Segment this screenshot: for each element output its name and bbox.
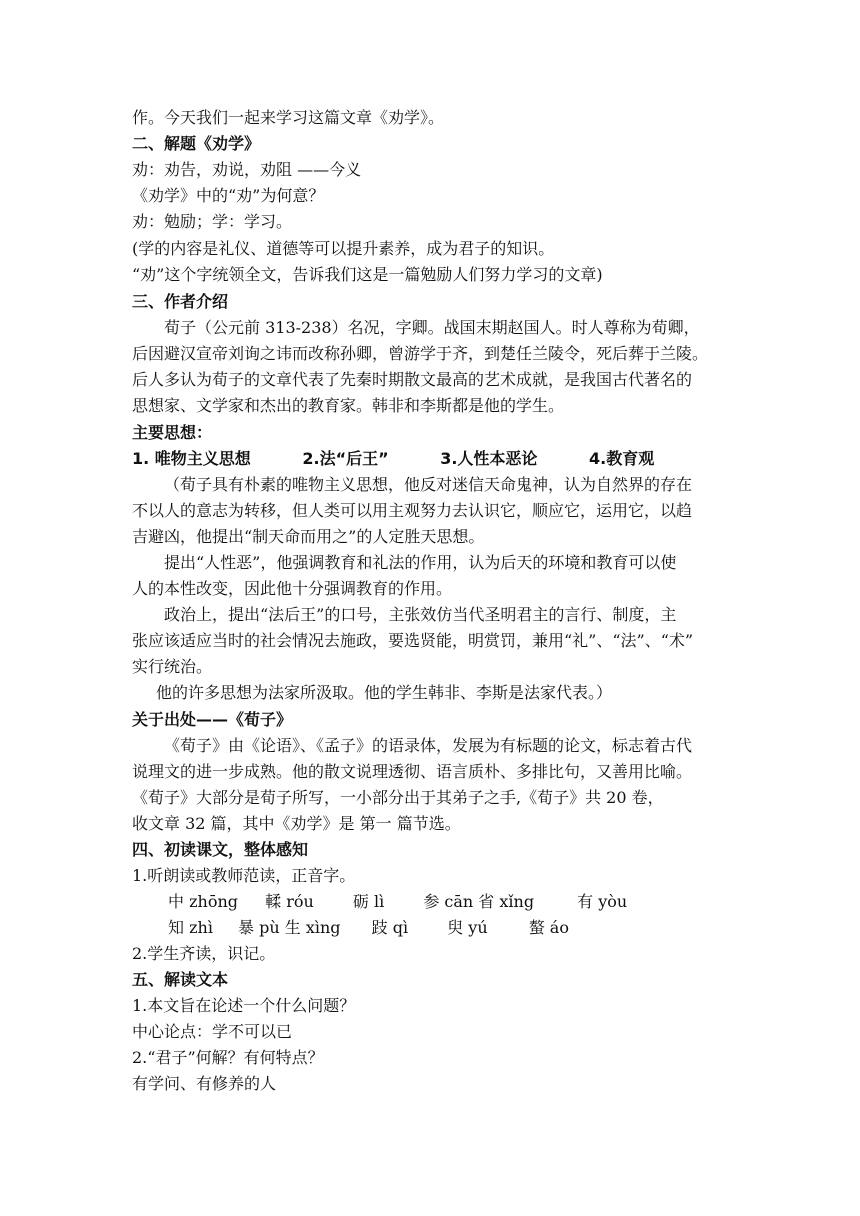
text-line: 《荀子》由《论语》、《孟子》的语录体，发展为有标题的论文，标志着古代: [164, 736, 693, 755]
text-line: 提出“人性恶”，他强调教育和礼法的作用，认为后天的环境和教育可以使: [164, 553, 677, 572]
text-line: 《荀子》大部分是荀子所写，一小部分出于其弟子之手,《荀子》共 20 卷，: [132, 788, 664, 807]
text-line: 后人多认为荀子的文章代表了先秦时期散文最高的艺术成就，是我国古代著名的: [132, 370, 693, 389]
text-line: 作。今天我们一起来学习这篇文章《劝学》。: [132, 108, 445, 127]
text-line: 2.学生齐读，识记。: [132, 944, 276, 963]
text-line: 劝：劝告，劝说，劝阻 ——今义: [132, 160, 362, 179]
thought-item: 2.法“后王”: [302, 449, 389, 468]
text-line: 人的本性改变，因此他十分强调教育的作用。: [132, 579, 453, 598]
thought-item: 4.教育观: [589, 449, 655, 468]
section-heading: 三、作者介绍: [132, 292, 229, 311]
pinyin-item: 暴 pù 生 xìng: [238, 918, 341, 937]
text-line: “劝”这个字统领全文，告诉我们这是一篇勉励人们努力学习的文章): [132, 265, 603, 284]
text-line: 《劝学》中的“劝”为何意？: [132, 186, 325, 205]
subheading: 主要思想：: [132, 423, 213, 442]
text-line: 后因避汉宣帝刘询之讳而改称孙卿，曾游学于齐，到楚任兰陵令，死后葬于兰陵。: [132, 344, 709, 363]
text-line: 思想家、文学家和杰出的教育家。韩非和李斯都是他的学生。: [132, 396, 565, 415]
text-line: 1.本文旨在论述一个什么问题？: [132, 996, 356, 1015]
text-line: 劝：勉励；学：学习。: [132, 212, 293, 231]
pinyin-row: [168, 916, 569, 940]
section-heading: 二、解题《劝学》: [132, 134, 261, 153]
text-line: 2.“君子”何解？有何特点？: [132, 1048, 324, 1067]
text-line: 不以人的意志为转移，但人类可以用主观努力去认识它，顺应它，运用它，以趋: [132, 501, 693, 520]
section-heading: 四、初读课文，整体感知: [132, 840, 309, 859]
section-heading: 五、解读文本: [132, 970, 229, 989]
text-line: 吉避凶，他提出“制天命而用之”的人定胜天思想。: [132, 527, 485, 546]
pinyin-item: 中 zhōng: [168, 892, 239, 911]
thought-item: 1. 唯物主义思想: [132, 449, 251, 468]
text-line: (学的内容是礼仪、道德等可以提升素养，成为君子的知识。: [132, 239, 555, 258]
pinyin-item: 参 cān 省 xǐng: [423, 892, 535, 911]
pinyin-row: [168, 890, 627, 914]
text-line: 他的许多思想为法家所汲取。他的学生韩非、李斯是法家代表。）: [156, 683, 613, 702]
pinyin-item: 臾 yú: [447, 918, 488, 937]
text-line: 政治上，提出“法后王”的口号，主张效仿当代圣明君主的言行、制度，主: [164, 605, 677, 624]
thought-item: 3.人性本恶论: [440, 449, 538, 468]
text-line: 说理文的进一步成熟。他的散文说理透彻、语言质朴、多排比句，又善用比喻。: [132, 762, 693, 781]
pinyin-item: 知 zhì: [168, 918, 213, 937]
pinyin-item: 螯 áo: [528, 918, 569, 937]
thought-list: [132, 447, 654, 471]
pinyin-item: 跂 qì: [371, 918, 409, 937]
pinyin-item: 輮 róu: [265, 892, 314, 911]
pinyin-item: 砺 lì: [352, 892, 385, 911]
text-line: （荀子具有朴素的唯物主义思想，他反对迷信天命鬼神，认为自然界的存在: [164, 475, 693, 494]
text-line: 1.听朗读或教师范读，正音字。: [132, 866, 356, 885]
text-line: 有学问、有修养的人: [132, 1074, 277, 1093]
pinyin-item: 有 yòu: [577, 892, 628, 911]
text-line: 收文章 32 篇，其中《劝学》是 第一 篇节选。: [132, 814, 461, 833]
text-line: 实行统治。: [132, 657, 213, 676]
subheading: 关于出处——《荀子》: [132, 710, 293, 729]
text-line: 张应该适应当时的社会情况去施政，要选贤能，明赏罚，兼用“礼”、“法”、“术”: [132, 631, 694, 650]
text-line: 荀子（公元前 313-238）名况，字卿。战国末期赵国人。时人尊称为荀卿，: [164, 318, 700, 337]
text-line: 中心论点：学不可以已: [132, 1022, 293, 1041]
